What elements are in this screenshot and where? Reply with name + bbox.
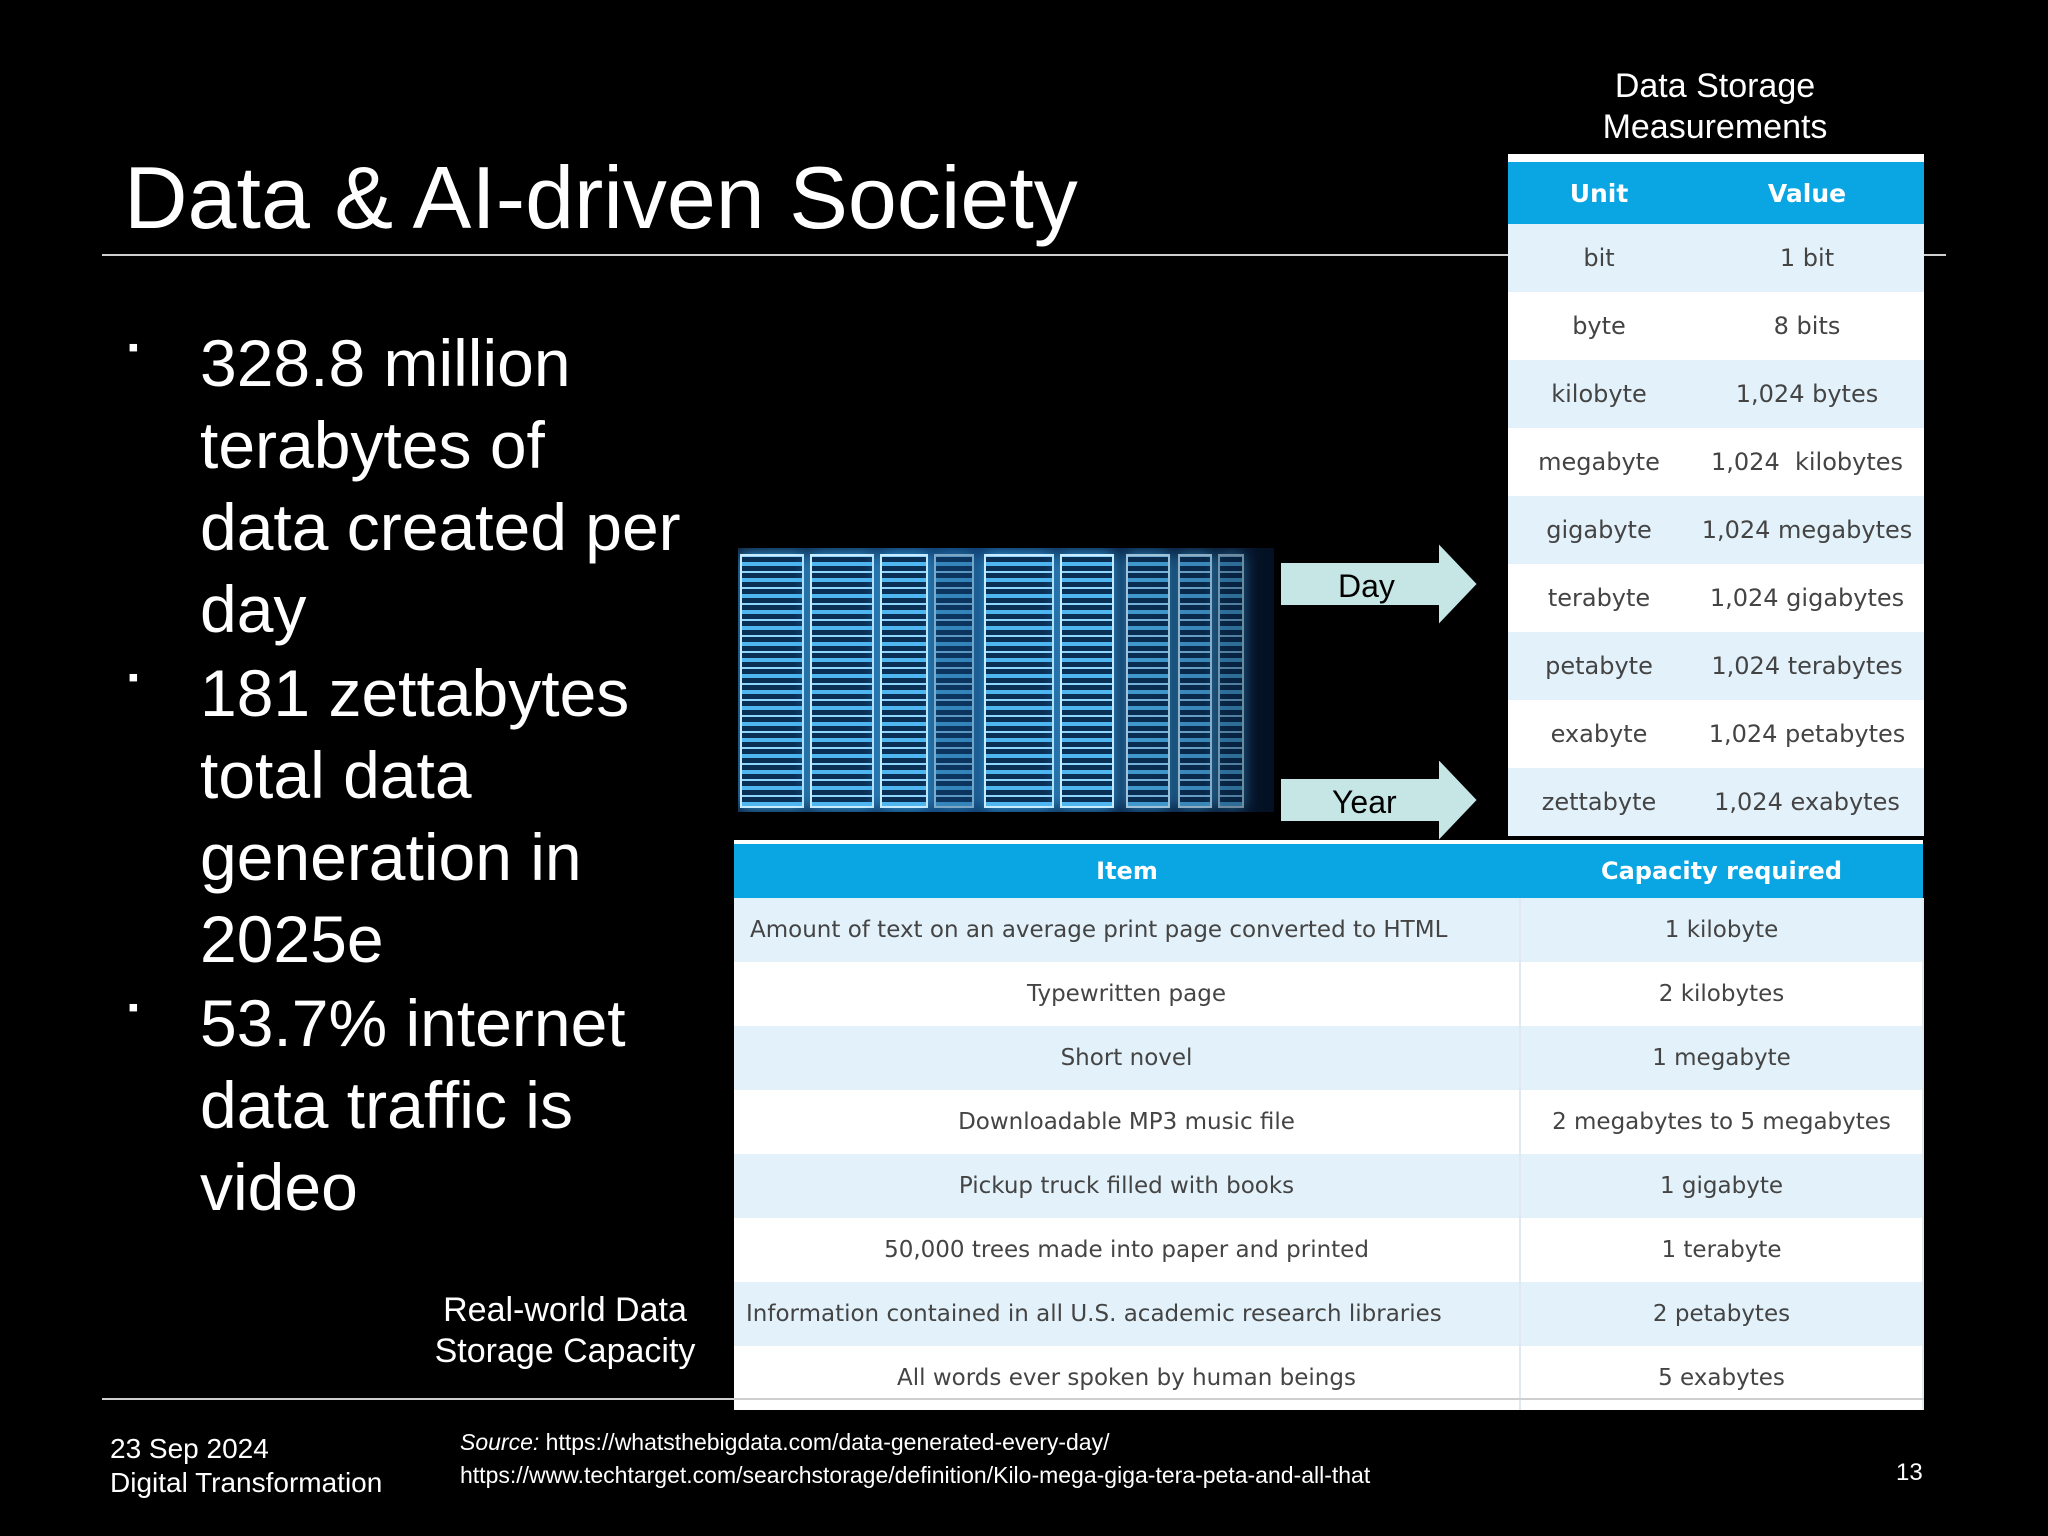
- capacity-cell: 1 kilobyte: [1520, 898, 1923, 962]
- server-rack: [740, 554, 804, 808]
- value-cell: 1 bit: [1690, 224, 1924, 292]
- table-header-row: [1508, 158, 1924, 224]
- source-citation: [460, 1426, 1370, 1492]
- bullet-text: 53.7% internet data traffic is video: [200, 986, 626, 1224]
- bullet-marker: ▪: [128, 661, 139, 694]
- capacity-cell: 2 kilobytes: [1520, 962, 1923, 1026]
- capacity-cell: 1 megabyte: [1520, 1026, 1923, 1090]
- column-header: Item: [734, 842, 1520, 898]
- bullet-item: [124, 982, 684, 1228]
- table-header-row: [734, 842, 1923, 898]
- footer-course: Digital Transformation: [110, 1467, 383, 1498]
- table-row: [734, 898, 1923, 962]
- value-cell: 1,024 exabytes: [1690, 768, 1924, 836]
- table-row: [734, 1346, 1923, 1410]
- table-row: [1508, 700, 1924, 768]
- column-header: Value: [1690, 158, 1924, 224]
- page-number: 13: [1896, 1459, 1923, 1486]
- column-header: Unit: [1508, 158, 1690, 224]
- table-row: [734, 962, 1923, 1026]
- realworld-caption: Real-world Data Storage Capacity: [434, 1291, 696, 1370]
- column-header: Capacity required: [1520, 842, 1923, 898]
- capacity-cell: 2 petabytes: [1520, 1282, 1923, 1346]
- server-rack: [1060, 554, 1114, 808]
- server-rack: [934, 554, 974, 808]
- units-table: [1508, 154, 1924, 836]
- bullet-text: 328.8 million terabytes of data created per day: [200, 326, 681, 646]
- day-arrow-label: Day: [1338, 568, 1395, 604]
- units-caption: Data Storage Measurements: [1602, 67, 1828, 146]
- bullet-marker: ▪: [128, 331, 139, 364]
- unit-cell: terabyte: [1508, 564, 1690, 632]
- unit-cell: kilobyte: [1508, 360, 1690, 428]
- bullet-item: [124, 652, 684, 980]
- bullet-text: 181 zettabytes total data generation in 2025e: [200, 656, 630, 976]
- source-link[interactable]: https://whatsthebigdata.com/data-generated-every-day/: [545, 1429, 1110, 1455]
- item-cell: Short novel: [734, 1026, 1520, 1090]
- server-rack: [1126, 554, 1170, 808]
- unit-cell: bit: [1508, 224, 1690, 292]
- value-cell: 1,024 terabytes: [1690, 632, 1924, 700]
- server-rack: [1218, 554, 1244, 808]
- year-arrow-label: Year: [1332, 784, 1397, 820]
- item-cell: Amount of text on an average print page converted to HTML: [734, 898, 1520, 962]
- table-row: [734, 1218, 1923, 1282]
- table-row: [1508, 292, 1924, 360]
- capacity-cell: 1 gigabyte: [1520, 1154, 1923, 1218]
- table-row: [1508, 496, 1924, 564]
- capacity-table: [734, 840, 1924, 1410]
- bullet-item: [124, 322, 684, 650]
- table-row: [734, 1282, 1923, 1346]
- table-row: [734, 1154, 1923, 1218]
- slide-title: Data & AI-driven Society: [124, 148, 1078, 247]
- server-rack: [810, 554, 874, 808]
- value-cell: 1,024 kilobytes: [1690, 428, 1924, 496]
- unit-cell: exabyte: [1508, 700, 1690, 768]
- server-rack: [984, 554, 1054, 808]
- item-cell: Pickup truck filled with books: [734, 1154, 1520, 1218]
- capacity-cell: 5 exabytes: [1520, 1346, 1923, 1410]
- bullet-list: [124, 322, 684, 1230]
- unit-cell: megabyte: [1508, 428, 1690, 496]
- item-cell: Information contained in all U.S. academic research libraries: [734, 1282, 1520, 1346]
- source-label: Source:: [460, 1429, 540, 1455]
- bullet-marker: ▪: [128, 991, 139, 1024]
- unit-cell: zettabyte: [1508, 768, 1690, 836]
- table-row: [1508, 360, 1924, 428]
- value-cell: 1,024 gigabytes: [1690, 564, 1924, 632]
- unit-cell: petabyte: [1508, 632, 1690, 700]
- item-cell: Typewritten page: [734, 962, 1520, 1026]
- table-row: [1508, 224, 1924, 292]
- table-row: [1508, 564, 1924, 632]
- item-cell: All words ever spoken by human beings: [734, 1346, 1520, 1410]
- value-cell: 1,024 bytes: [1690, 360, 1924, 428]
- capacity-cell: 1 terabyte: [1520, 1218, 1923, 1282]
- server-room-image: [738, 548, 1274, 812]
- table-row: [734, 1090, 1923, 1154]
- unit-cell: gigabyte: [1508, 496, 1690, 564]
- item-cell: Downloadable MP3 music file: [734, 1090, 1520, 1154]
- value-cell: 8 bits: [1690, 292, 1924, 360]
- item-cell: 50,000 trees made into paper and printed: [734, 1218, 1520, 1282]
- server-rack: [880, 554, 928, 808]
- unit-cell: byte: [1508, 292, 1690, 360]
- table-row: [1508, 768, 1924, 836]
- footer-divider: [102, 1398, 1924, 1400]
- capacity-cell: 2 megabytes to 5 megabytes: [1520, 1090, 1923, 1154]
- source-link[interactable]: https://www.techtarget.com/searchstorage/definition/Kilo-mega-giga-tera-peta-and-all-that: [460, 1462, 1371, 1488]
- table-row: [734, 1026, 1923, 1090]
- value-cell: 1,024 megabytes: [1690, 496, 1924, 564]
- table-row: [1508, 428, 1924, 496]
- footer-date: 23 Sep 2024: [110, 1433, 269, 1464]
- server-rack: [1178, 554, 1212, 808]
- table-row: [1508, 632, 1924, 700]
- value-cell: 1,024 petabytes: [1690, 700, 1924, 768]
